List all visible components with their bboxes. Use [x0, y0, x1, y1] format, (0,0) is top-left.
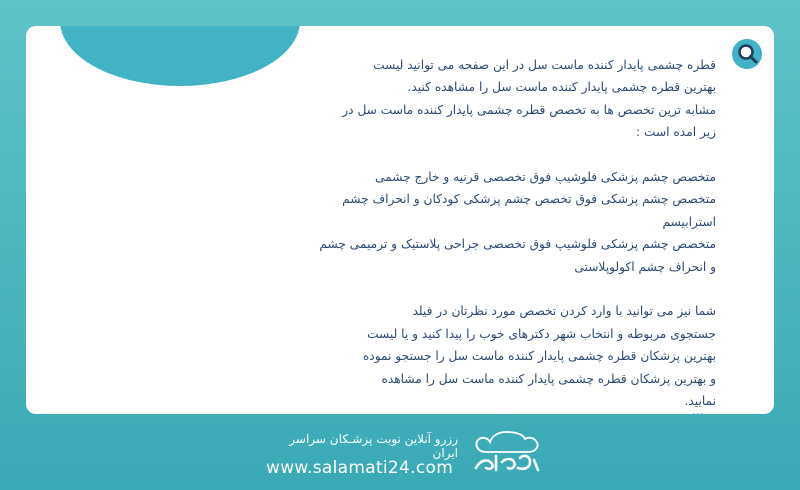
outro-line: و بهترین پزشکان قطره چشمی پایدار کننده ماست سل را مشاهده [381, 371, 716, 386]
article-text [76, 54, 716, 412]
specialty-line: استرابیسم [662, 214, 716, 229]
more-ellipsis: ... [692, 404, 704, 414]
content-card [26, 26, 774, 414]
search-icon [732, 39, 762, 69]
specialty-line: متخصص چشم پزشکی فوق تخصص چشم پزشکی کودکان و انحراف چشم [342, 192, 716, 207]
outro-line: بهترین پزشکان قطره چشمی پایدار کننده ماست سل را جستجو نموده [362, 349, 716, 364]
intro-line: مشابه ترین تخصص ها به تخصص قطره چشمی پایدار کننده ماست سل در [342, 102, 716, 117]
salamati24-logo-icon [468, 428, 544, 474]
footer-url[interactable]: www.salamati24.com [266, 458, 454, 478]
intro-line: بهترین قطره چشمی پایدار کننده ماست سل را مشاهده کنید. [407, 80, 716, 95]
search-button[interactable] [732, 39, 762, 69]
specialty-line: و انحراف چشم اکولوپلاستی [574, 259, 716, 274]
specialty-line: متخصص چشم پزشکی فلوشیپ فوق تخصصی قرنیه و خارج چشمی [375, 170, 716, 185]
intro-line: زیر امده است : [636, 125, 716, 140]
outro-line: جستجوی مربوطه و انتخاب شهر دکترهای خوب را پیدا کنید و یا لیست [367, 326, 716, 341]
specialty-line: متخصص چشم پزشکی فلوشیپ فوق تخصصی جراحی پلاستیک و ترمیمی چشم [319, 237, 716, 252]
outro-line: نمایید. [684, 394, 716, 409]
outro-line: شما نیز می توانید با وارد کردن تخصص مورد نظرتان در فیلد [412, 304, 716, 319]
intro-line: قطره چشمی پایدار کننده ماست سل در این صفحه می توانید لیست [373, 58, 716, 72]
footer-tagline: رزرو آنلاین نوبت پزشـکان سراسر ایران [289, 432, 458, 460]
